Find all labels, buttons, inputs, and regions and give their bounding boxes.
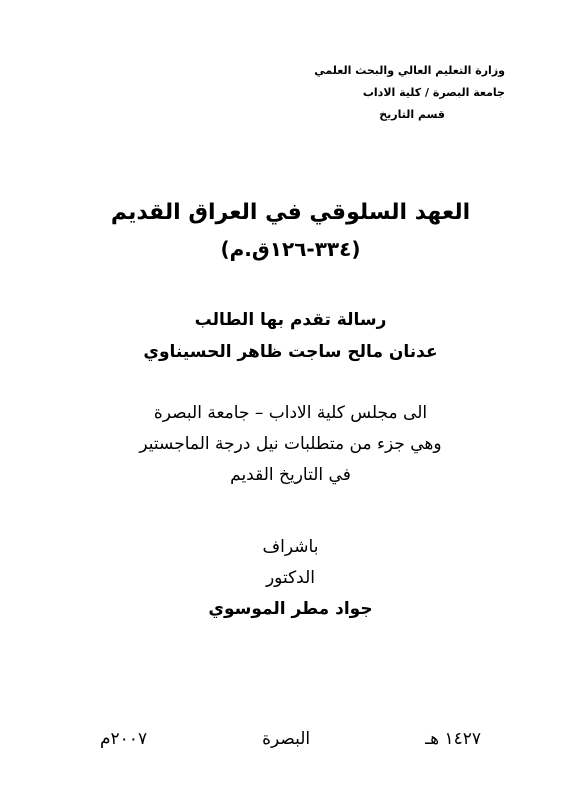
- thesis-title-dates: (٣٣٤-١٢٦ق.م): [220, 237, 361, 261]
- supervision-label: باشراف: [262, 537, 319, 557]
- institution-header: [265, 64, 505, 122]
- supervisor-block: [0, 532, 581, 625]
- thesis-title: العهد السلوقي في العراق القديم: [110, 200, 471, 225]
- university-college-name: جامعة البصرة / كلية الاداب: [362, 86, 505, 99]
- department-name: قسم التاريخ: [379, 108, 445, 121]
- council-line-2: وهي جزء من متطلبات نيل درجة الماجستير: [139, 434, 442, 454]
- ministry-name: وزارة التعليم العالي والبحث العلمي: [314, 64, 505, 77]
- supervisor-name: جواد مطر الموسوي: [208, 599, 373, 619]
- council-line-3: في التاريخ القديم: [230, 465, 351, 485]
- student-block: [0, 304, 581, 368]
- thesis-title-block: [0, 198, 581, 264]
- gregorian-year: ٢٠٠٧م: [100, 729, 148, 749]
- footer-block: [100, 724, 481, 754]
- council-line-1: الى مجلس كلية الاداب – جامعة البصرة: [153, 403, 428, 423]
- supervisor-title: الدكتور: [265, 568, 316, 588]
- student-intro: رسالة تقدم بها الطالب: [194, 310, 387, 330]
- hijri-year: ١٤٢٧ هـ: [425, 729, 481, 749]
- city-name: البصرة: [262, 729, 311, 749]
- student-name: عدنان مالح ساجت ظاهر الحسيناوي: [143, 342, 438, 362]
- council-block: [0, 398, 581, 491]
